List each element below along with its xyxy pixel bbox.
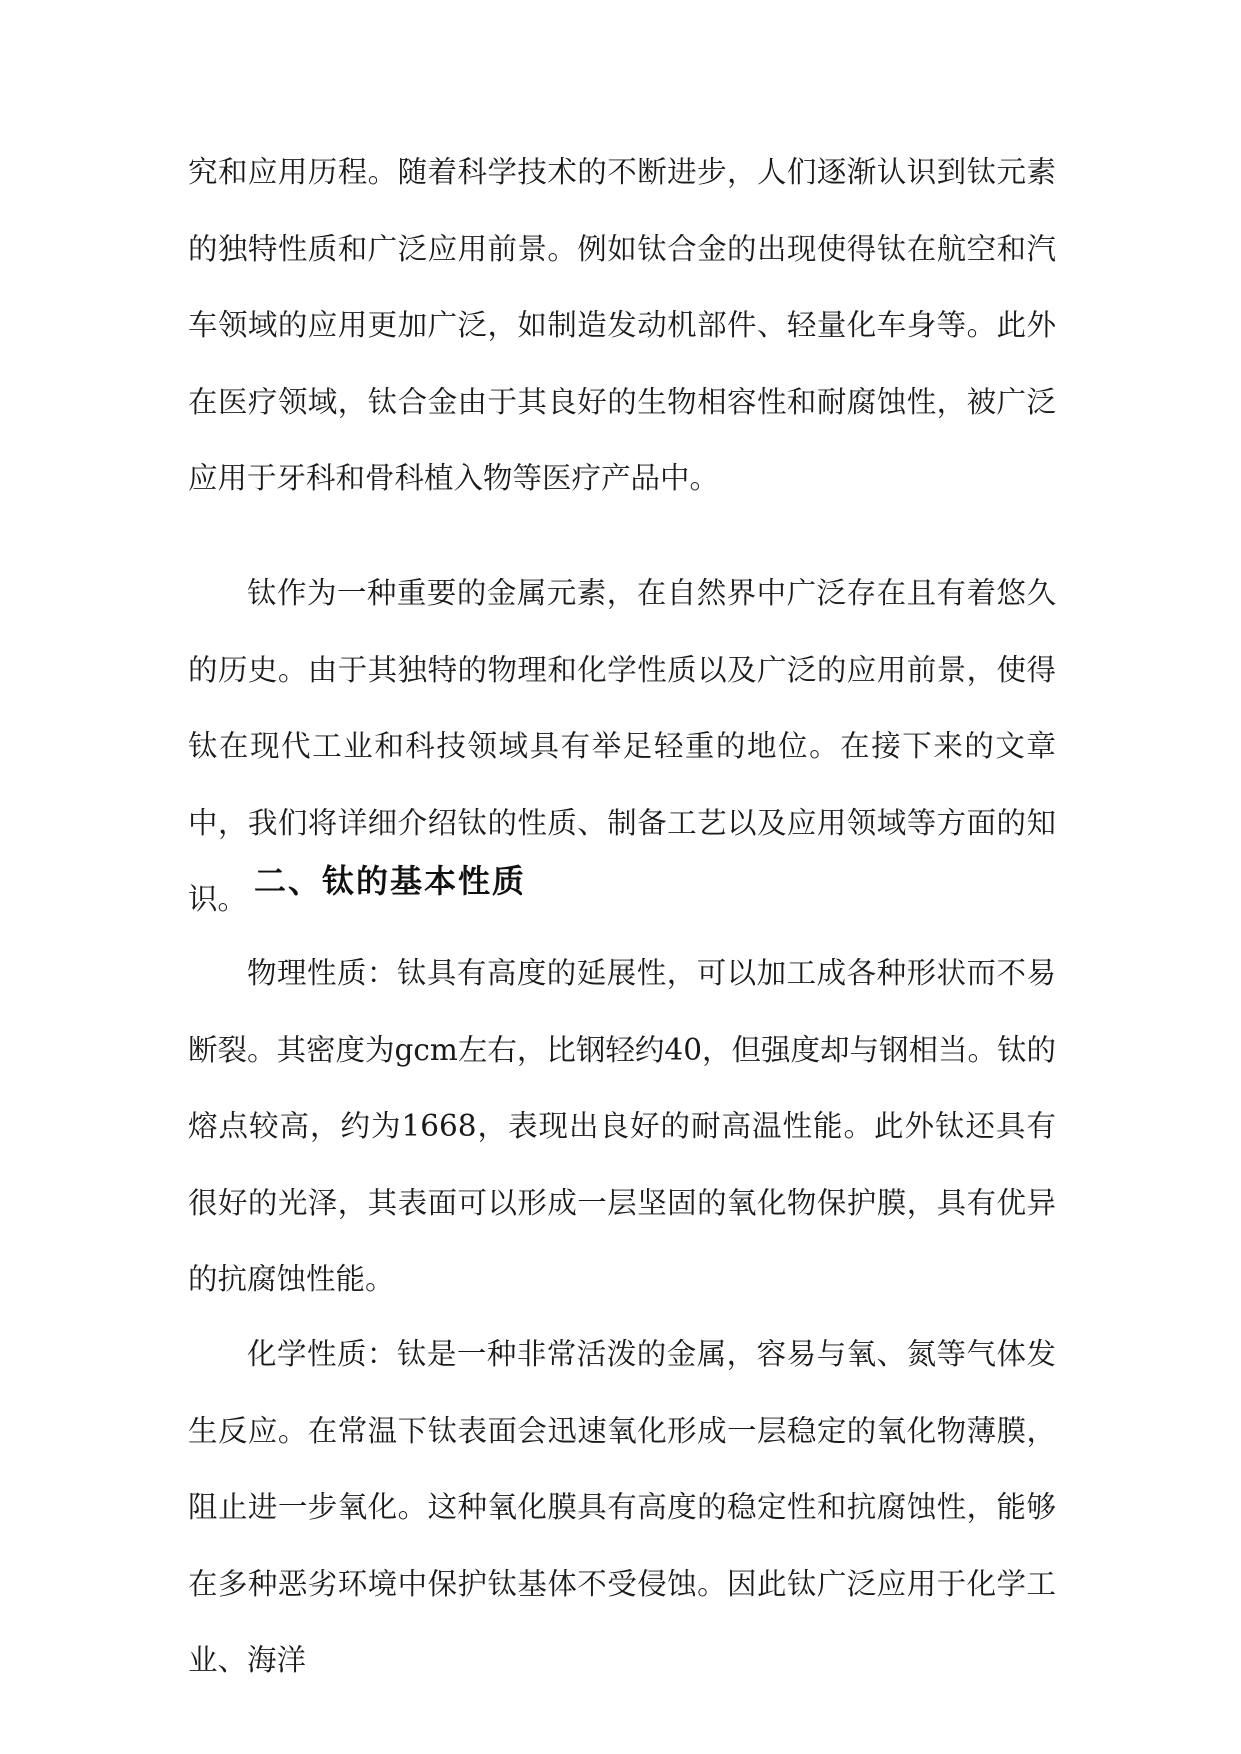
body-paragraph-physical-properties: 物理性质：钛具有高度的延展性，可以加工成各种形状而不易断裂。其密度为gcm左右，比钢轻约40，但强度却与钢相当。钛的熔点较高，约为1668，表现出良好的耐高温性能。此外钛还具有很好的光泽，其表面可以形成一层坚固的氧化物保护膜，具有优异的抗腐蚀性能。 <box>188 956 1056 1296</box>
section-heading: 二、钛的基本性质 <box>254 862 527 900</box>
body-paragraph-chemical-properties: 化学性质：钛是一种非常活泼的金属，容易与氧、氮等气体发生反应。在常温下钛表面会迅速氧化形成一层稳定的氧化物薄膜，阻止进一步氧化。这种氧化膜具有高度的稳定性和抗腐蚀性，能够在多种恶劣环境中保护钛基体不受侵蚀。因此钛广泛应用于化学工业、海洋 <box>188 1337 1056 1677</box>
body-paragraph-intro-continued: 究和应用历程。随着科学技术的不断进步，人们逐渐认识到钛元素的独特性质和广泛应用前景。例如钛合金的出现使得钛在航空和汽车领域的应用更加广泛，如制造发动机部件、轻量化车身等。此外在医疗领域，钛合金由于其良好的生物相容性和耐腐蚀性，被广泛应用于牙科和骨科植入物等医疗产品中。 <box>188 155 1056 495</box>
body-paragraph-titanium-overview: 钛作为一种重要的金属元素，在自然界中广泛存在且有着悠久的历史。由于其独特的物理和化学性质以及广泛的应用前景，使得钛在现代工业和科技领域具有举足轻重的地位。在接下来的文章中，我们将详细介绍钛的性质、制备工艺以及应用领域等方面的知识。 <box>188 576 1056 916</box>
